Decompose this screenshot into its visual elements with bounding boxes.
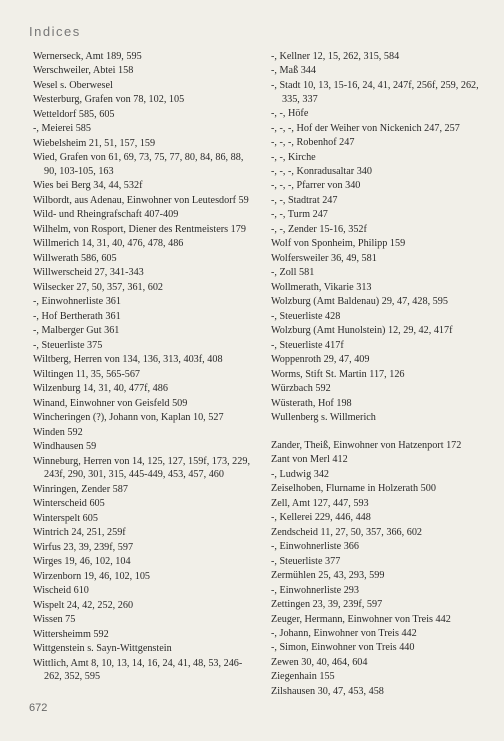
index-entry: Woppenroth 29, 47, 409 — [271, 354, 370, 366]
index-entry: -, Maß 344 — [271, 65, 316, 77]
index-column-right — [271, 50, 487, 699]
index-entry: Wernerseck, Amt 189, 595 — [33, 51, 142, 62]
index-entry: -, Meierei 585 — [33, 123, 91, 135]
index-entry: Wild- und Rheingrafschaft 407-409 — [33, 209, 179, 221]
index-entry: -, Steuerliste 375 — [33, 339, 103, 351]
index-entry: -, Steuerliste 428 — [271, 310, 341, 322]
index-entry: -, Stadt 10, 13, 15-16, 24, 41, 247f, 256f, 259, 262, 335, 337 — [271, 79, 479, 105]
index-entry: Winterspelt 605 — [33, 512, 98, 524]
index-entry: Wesel s. Oberwesel — [33, 79, 113, 91]
index-entry: Windhausen 59 — [33, 441, 97, 453]
index-entry: Wilbordt, aus Adenau, Einwohner von Leutesdorf 59 — [33, 194, 249, 206]
index-entry: Werschweiler, Abtei 158 — [33, 65, 134, 77]
index-entry: -, Zoll 581 — [271, 267, 315, 279]
index-entry: -, -, -, Hof der Weiher von Nickenich 247, 257 — [271, 122, 460, 134]
index-entry: Zendscheid 11, 27, 50, 357, 366, 602 — [271, 526, 423, 538]
index-entry: Wiltberg, Herren von 134, 136, 313, 403f, 408 — [33, 354, 223, 366]
index-entry: Wetteldorf 585, 605 — [33, 108, 115, 120]
index-entry: -, Kellerei 229, 446, 448 — [271, 512, 371, 524]
index-entry: Wollmerath, Vikarie 313 — [271, 281, 372, 293]
index-entry: -, Einwohnerliste 366 — [271, 541, 359, 553]
index-entry: -, -, Stadtrat 247 — [271, 194, 338, 206]
index-entry: Wolzburg (Amt Baldenau) 29, 47, 428, 595 — [271, 296, 448, 308]
index-entry: Würzbach 592 — [271, 383, 331, 395]
index-entry: Wirges 19, 46, 102, 104 — [33, 556, 131, 568]
running-header: Indices — [29, 24, 81, 39]
index-entry: Willmerich 14, 31, 40, 476, 478, 486 — [33, 238, 184, 250]
index-entry: Willwerath 586, 605 — [33, 252, 117, 264]
index-entry: Wissen 75 — [33, 614, 76, 626]
index-entry: Wincheringen (?), Johann von, Kaplan 10, 527 — [33, 412, 224, 424]
index-entry: -, -, Turm 247 — [271, 209, 328, 221]
index-entry: Zewen 30, 40, 464, 604 — [271, 656, 368, 668]
index-entry: Wirzenborn 19, 46, 102, 105 — [33, 570, 151, 582]
page-number: 672 — [29, 702, 48, 714]
index-entry: Wolzburg (Amt Hunolstein) 12, 29, 42, 417f — [271, 325, 453, 337]
index-entry: Worms, Stift St. Martin 117, 126 — [271, 368, 405, 380]
index-entry: -, Kellner 12, 15, 262, 315, 584 — [271, 51, 400, 62]
index-entry: Wies bei Berg 34, 44, 532f — [33, 180, 143, 192]
index-entry: Winden 592 — [33, 426, 83, 438]
index-entry: Wolfersweiler 36, 49, 581 — [271, 252, 377, 264]
index-entry: Wispelt 24, 42, 252, 260 — [33, 599, 134, 611]
index-entry: Wischeid 610 — [33, 585, 89, 597]
index-entry: -, -, -, Robenhof 247 — [271, 137, 355, 149]
index-entry: Wittgenstein s. Sayn-Wittgenstein — [33, 643, 172, 655]
index-entry: Zander, Theiß, Einwohner von Hatzenport 172 — [271, 439, 462, 451]
index-entry: -, -, Zender 15-16, 352f — [271, 223, 367, 235]
index-entry: Winringen, Zender 587 — [33, 483, 128, 495]
index-entry: -, Steuerliste 377 — [271, 555, 341, 567]
index-entry: Wilsecker 27, 50, 357, 361, 602 — [33, 281, 164, 293]
index-entry: Zilshausen 30, 47, 453, 458 — [271, 685, 384, 697]
index-entry: Willwerscheid 27, 341-343 — [33, 267, 144, 279]
index-entry: -, -, Kirche — [271, 151, 316, 163]
index-entry: Wüsterath, Hof 198 — [271, 397, 352, 409]
index-entry: -, Hof Bertherath 361 — [33, 310, 121, 322]
index-entry: Wittlich, Amt 8, 10, 13, 14, 16, 24, 41, 48, 53, 246-262, 352, 595 — [33, 657, 243, 683]
index-entry: -, Simon, Einwohner von Treis 440 — [271, 642, 415, 654]
index-entry: -, -, -, Konradusaltar 340 — [271, 165, 372, 177]
index-entry: -, -, Höfe — [271, 108, 309, 120]
index-entry: -, Einwohnerliste 361 — [33, 296, 121, 308]
index-entry: Zermühlen 25, 43, 293, 599 — [271, 570, 385, 582]
index-entry: Wilzenburg 14, 31, 40, 477f, 486 — [33, 383, 168, 395]
index-column-left — [33, 50, 255, 685]
index-entry: Winneburg, Herren von 14, 125, 127, 159f, 173, 229, 243f, 290, 301, 315, 445-449, 453, 457, 460 — [33, 455, 250, 481]
index-entry: Ziegenhain 155 — [271, 671, 335, 683]
index-entry: Wiltingen 11, 35, 565-567 — [33, 368, 141, 380]
index-entry: Zell, Amt 127, 447, 593 — [271, 497, 369, 509]
index-entry: Wolf von Sponheim, Philipp 159 — [271, 238, 406, 250]
index-entry: -, -, -, Pfarrer von 340 — [271, 180, 361, 192]
index-entry: -, Einwohnerliste 293 — [271, 584, 359, 596]
index-entry: Zeiselhoben, Flurname in Holzerath 500 — [271, 483, 436, 495]
index-entry: Wintrich 24, 251, 259f — [33, 527, 126, 539]
index-entry: Zant von Merl 412 — [271, 454, 348, 466]
index-entry: Wiebelsheim 21, 51, 157, 159 — [33, 137, 156, 149]
index-entry: Wirfus 23, 39, 239f, 597 — [33, 541, 134, 553]
index-entry: Wullenberg s. Willmerich — [271, 412, 376, 424]
index-entry: -, Ludwig 342 — [271, 468, 330, 480]
index-entry: Wied, Grafen von 61, 69, 73, 75, 77, 80, 84, 86, 88, 90, 103-105, 163 — [33, 152, 244, 177]
index-entry: Zettingen 23, 39, 239f, 597 — [271, 599, 383, 611]
index-entry: -, Johann, Einwohner von Treis 442 — [271, 628, 417, 639]
section-gap — [271, 426, 487, 439]
index-entry: Wittersheimm 592 — [33, 628, 109, 640]
index-entry: -, Steuerliste 417f — [271, 339, 344, 351]
index-entry: -, Malberger Gut 361 — [33, 325, 120, 337]
index-entry: Wilhelm, von Rosport, Diener des Rentmeisters 179 — [33, 223, 246, 235]
index-entry: Winand, Einwohner von Geisfeld 509 — [33, 397, 188, 409]
index-entry: Zeuger, Hermann, Einwohner von Treis 442 — [271, 613, 451, 625]
index-entry: Winterscheid 605 — [33, 498, 105, 510]
index-entry: Westerburg, Grafen von 78, 102, 105 — [33, 94, 185, 106]
